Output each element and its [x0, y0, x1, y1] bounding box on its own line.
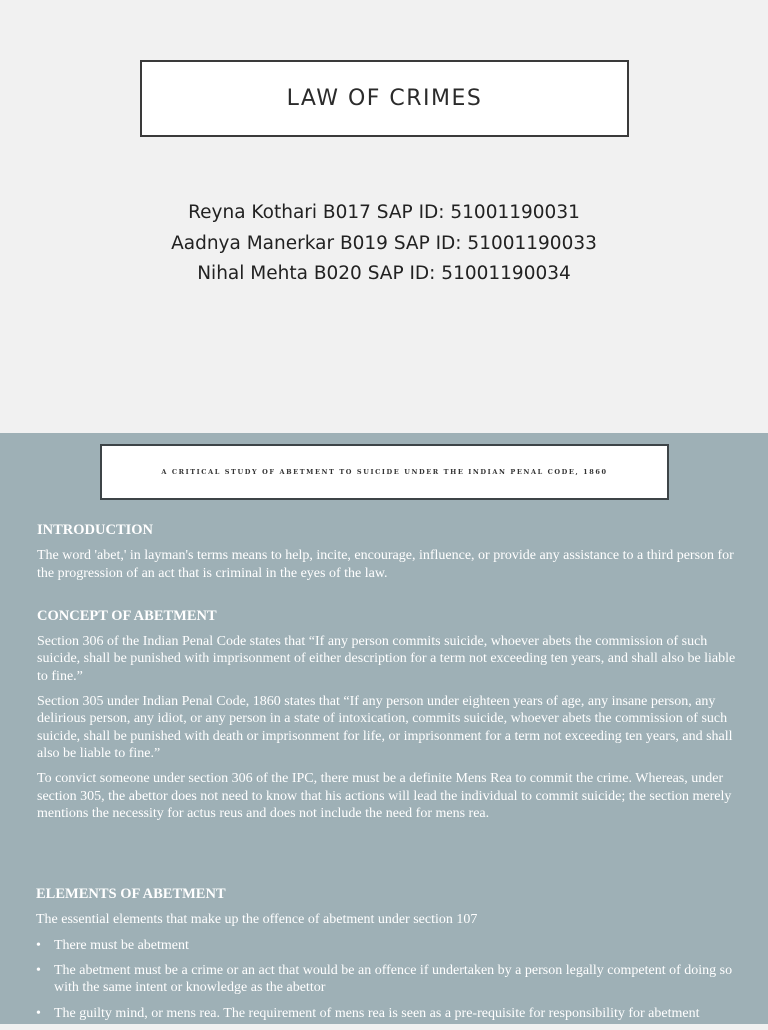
- page-title: LAW OF CRIMES: [140, 60, 629, 137]
- bullet-icon: •: [36, 937, 41, 953]
- paragraph: The essential elements that make up the offence of abetment under section 107: [36, 912, 478, 928]
- paragraph: Section 305 under Indian Penal Code, 1860 states that “If any person under eighteen years of age, any insane person, any delirious person, any idiot, or any person in a state of intoxication, commits suicide, whoever abets the commission of such suicide, shall be punished with death or imprisonment for life, or imprisonment for a term not exceeding ten years, and shall also be liable to fine.”: [37, 694, 733, 761]
- content-slide: [0, 433, 768, 1024]
- section-heading-introduction: INTRODUCTION: [37, 522, 154, 538]
- list-item: [36, 962, 739, 997]
- bullet-icon: •: [36, 1005, 41, 1021]
- list-item: [36, 1005, 739, 1022]
- list-item-text: There must be abetment: [54, 937, 189, 953]
- bullet-list: [36, 937, 739, 1022]
- author-list: [0, 198, 768, 290]
- author-line: Aadnya Manerkar B019 SAP ID: 51001190033: [171, 232, 597, 254]
- title-slide: [0, 0, 768, 433]
- author-line: Nihal Mehta B020 SAP ID: 51001190034: [197, 263, 571, 284]
- paragraph: To convict someone under section 306 of the IPC, there must be a definite Mens Rea to commit the crime. Whereas, under section 305, the abettor does not need to know that his actions will lead the individual to commit suicide; the section merely mentions the necessity for actus reus and does not include the need for mens rea.: [37, 771, 732, 821]
- paragraph: Section 306 of the Indian Penal Code states that “If any person commits suicide, whoever abets the commission of such suicide, shall be punished with imprisonment of either description for a term not exceeding ten years, and shall also be liable to fine.”: [37, 634, 736, 684]
- section-heading-elements: ELEMENTS OF ABETMENT: [36, 886, 226, 903]
- list-item: [36, 937, 739, 954]
- slide-content: [37, 522, 739, 1030]
- author-line: Reyna Kothari B017 SAP ID: 51001190031: [188, 202, 580, 223]
- bullet-icon: •: [36, 963, 41, 979]
- subtitle: A CRITICAL STUDY OF ABETMENT TO SUICIDE UNDER THE INDIAN PENAL CODE, 1860: [100, 444, 669, 500]
- list-item-text: The guilty mind, or mens rea. The requirement of mens rea is seen as a pre-requisite for responsibility for abetment: [54, 1005, 700, 1021]
- list-item-text: The abetment must be a crime or an act that would be an offence if undertaken by a person legally competent of doing so with the same intent or knowledge as the abettor: [54, 963, 733, 996]
- paragraph: The word 'abet,' in layman's terms means to help, incite, encourage, influence, or provide any assistance to a third person for the progression of an act that is criminal in the eyes of the law.: [37, 548, 734, 581]
- section-heading-concept: CONCEPT OF ABETMENT: [37, 607, 217, 624]
